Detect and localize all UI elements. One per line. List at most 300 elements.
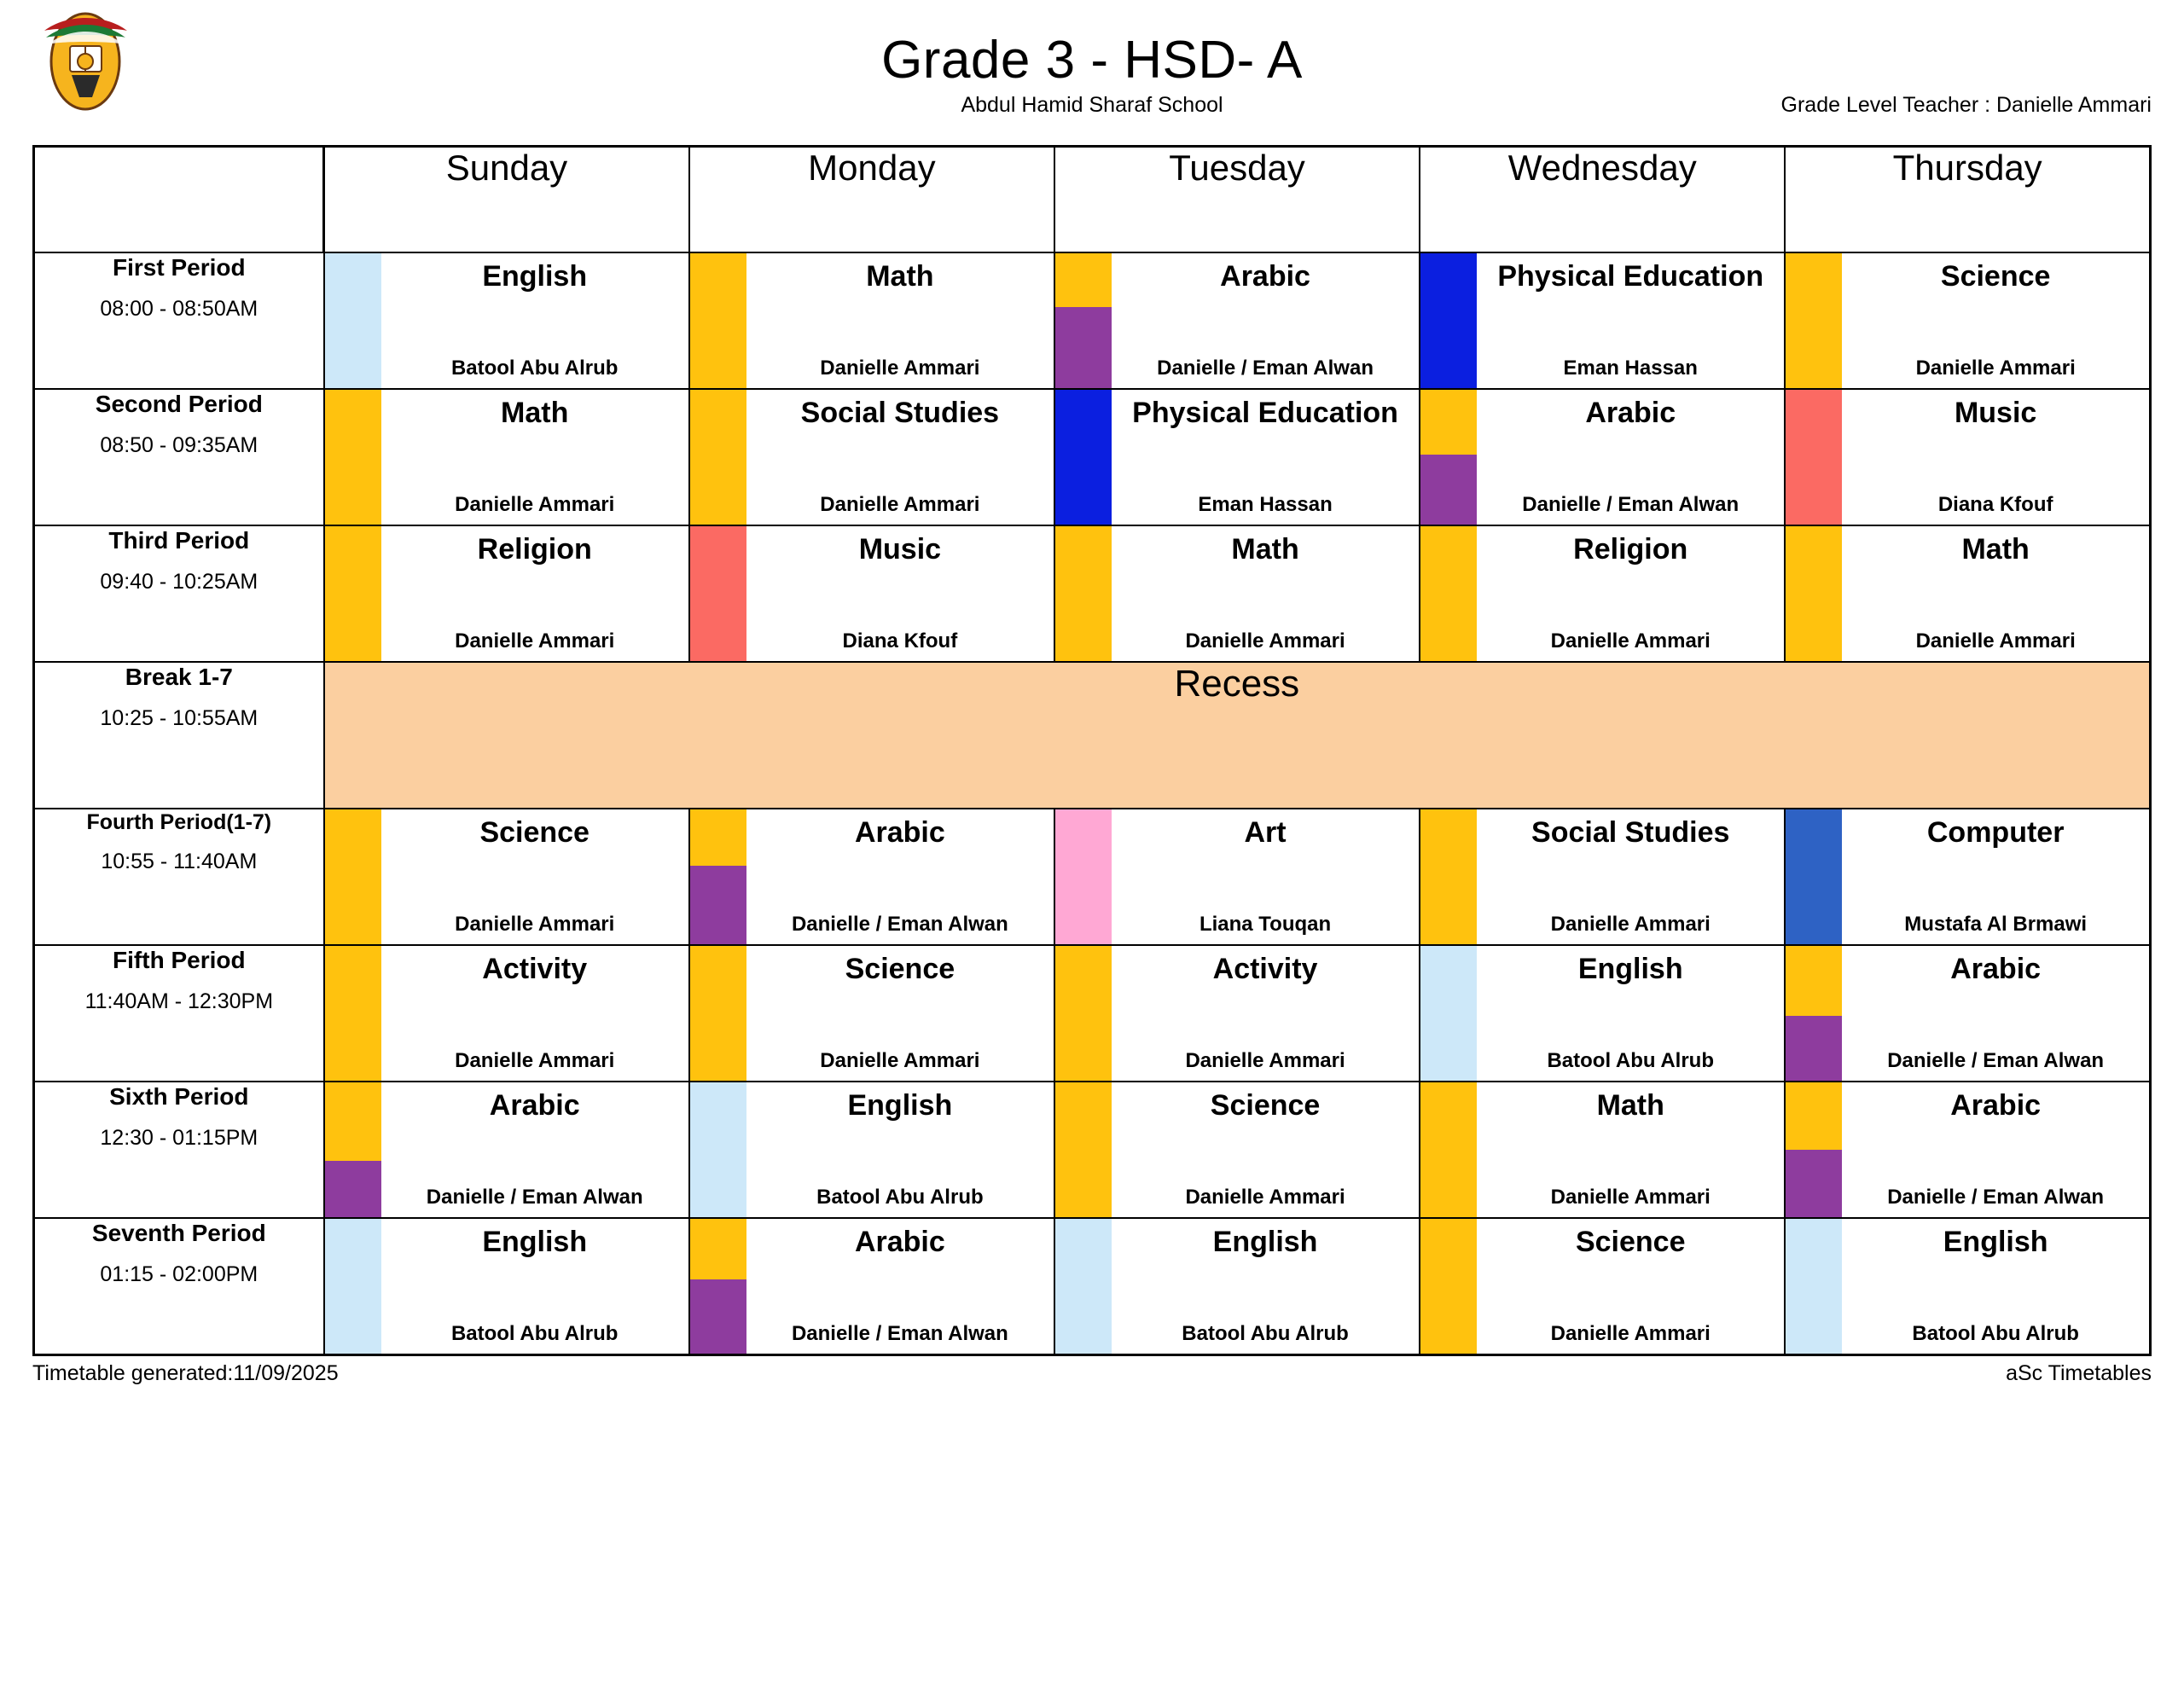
subject-color-stripe bbox=[690, 526, 746, 661]
lesson-body bbox=[1112, 1082, 1419, 1217]
stripe-segment bbox=[1055, 390, 1112, 525]
period-name: Second Period bbox=[95, 391, 263, 417]
lesson-body bbox=[1477, 526, 1784, 661]
lesson-body bbox=[381, 253, 688, 388]
lesson-subject: Arabic bbox=[1585, 397, 1676, 429]
lesson-inner bbox=[325, 526, 688, 661]
lesson-inner bbox=[1786, 809, 2149, 944]
lesson-subject: English bbox=[847, 1089, 953, 1122]
page-title: Grade 3 - HSD- A bbox=[881, 31, 1303, 90]
timetable bbox=[32, 145, 2152, 1356]
lesson-body bbox=[1842, 526, 2149, 661]
subject-color-stripe bbox=[1786, 526, 1842, 661]
stripe-segment bbox=[1786, 1082, 1842, 1150]
lesson-subject: Science bbox=[1940, 260, 2051, 293]
stripe-segment bbox=[325, 809, 381, 944]
subject-color-stripe bbox=[1786, 809, 1842, 944]
lesson-inner bbox=[690, 526, 1054, 661]
period-name: First Period bbox=[113, 254, 246, 281]
lesson-subject: Science bbox=[845, 953, 956, 985]
timetable-row bbox=[34, 525, 2151, 662]
lesson-teacher: Danielle / Eman Alwan bbox=[1157, 356, 1374, 380]
recess-cell: Recess bbox=[324, 662, 2151, 809]
stripe-segment bbox=[1055, 253, 1112, 307]
stripe-segment bbox=[325, 253, 381, 388]
period-time: 12:30 - 01:15PM bbox=[100, 1125, 258, 1150]
lesson-teacher: Diana Kfouf bbox=[1937, 492, 2053, 516]
lesson-cell[interactable] bbox=[1054, 1218, 1420, 1355]
lesson-inner bbox=[1420, 1219, 1784, 1354]
day-header-sunday: Sunday bbox=[324, 147, 689, 253]
lesson-inner bbox=[325, 809, 688, 944]
lesson-cell[interactable] bbox=[689, 525, 1054, 662]
lesson-cell[interactable] bbox=[689, 1218, 1054, 1355]
subject-color-stripe bbox=[1786, 390, 1842, 525]
lesson-inner bbox=[325, 253, 688, 388]
lesson-body bbox=[1112, 390, 1419, 525]
lesson-body bbox=[1112, 1219, 1419, 1354]
lesson-cell[interactable] bbox=[1054, 252, 1420, 389]
lesson-cell[interactable] bbox=[1785, 525, 2150, 662]
stripe-segment bbox=[1786, 253, 1842, 388]
stripe-segment bbox=[1786, 946, 1842, 1016]
lesson-subject: Arabic bbox=[1950, 953, 2042, 985]
subject-color-stripe bbox=[1420, 526, 1477, 661]
lesson-cell[interactable] bbox=[689, 809, 1054, 945]
lesson-teacher: Danielle Ammari bbox=[455, 912, 615, 936]
timetable-row bbox=[34, 662, 2151, 809]
lesson-body bbox=[1477, 1219, 1784, 1354]
stripe-segment bbox=[1420, 946, 1477, 1081]
lesson-cell[interactable] bbox=[324, 1218, 689, 1355]
lesson-subject: Physical Education bbox=[1497, 260, 1764, 293]
lesson-inner bbox=[1055, 1082, 1419, 1217]
lesson-cell[interactable] bbox=[1420, 389, 1785, 525]
lesson-teacher: Eman Hassan bbox=[1563, 356, 1698, 380]
period-name: Seventh Period bbox=[91, 1220, 266, 1246]
lesson-teacher: Diana Kfouf bbox=[842, 629, 958, 652]
subject-color-stripe bbox=[1055, 809, 1112, 944]
lesson-cell[interactable] bbox=[1054, 1082, 1420, 1218]
lesson-cell[interactable] bbox=[1420, 945, 1785, 1082]
period-label-cell bbox=[34, 252, 324, 389]
lesson-cell[interactable] bbox=[1054, 945, 1420, 1082]
lesson-teacher: Danielle Ammari bbox=[1550, 629, 1711, 652]
subject-color-stripe bbox=[1420, 390, 1477, 525]
stripe-segment bbox=[1055, 946, 1112, 1081]
lesson-body bbox=[1842, 809, 2149, 944]
lesson-teacher: Batool Abu Alrub bbox=[450, 356, 619, 380]
lesson-subject: Arabic bbox=[854, 1226, 945, 1258]
lesson-inner bbox=[1420, 526, 1784, 661]
lesson-body bbox=[1477, 809, 1784, 944]
stripe-segment bbox=[1786, 1016, 1842, 1081]
stripe-segment bbox=[325, 526, 381, 661]
lesson-inner bbox=[325, 390, 688, 525]
lesson-subject: Music bbox=[858, 533, 942, 566]
lesson-cell[interactable] bbox=[1420, 252, 1785, 389]
stripe-segment bbox=[1786, 390, 1842, 525]
stripe-segment bbox=[1055, 526, 1112, 661]
lesson-cell[interactable] bbox=[324, 252, 689, 389]
lesson-cell[interactable] bbox=[1785, 1218, 2150, 1355]
timetable-body bbox=[34, 252, 2151, 1355]
lesson-subject: Math bbox=[1961, 533, 2030, 566]
subject-color-stripe bbox=[325, 390, 381, 525]
stripe-segment bbox=[1420, 1219, 1477, 1354]
lesson-cell[interactable] bbox=[1785, 1082, 2150, 1218]
lesson-teacher: Danielle Ammari bbox=[1185, 1185, 1345, 1209]
stripe-segment bbox=[325, 1082, 381, 1161]
stripe-segment bbox=[1055, 1219, 1112, 1354]
lesson-cell[interactable] bbox=[324, 945, 689, 1082]
lesson-cell[interactable] bbox=[689, 1082, 1054, 1218]
lesson-cell[interactable] bbox=[1785, 809, 2150, 945]
period-time: 01:15 - 02:00PM bbox=[100, 1262, 258, 1286]
lesson-body bbox=[746, 1219, 1054, 1354]
subject-color-stripe bbox=[325, 1219, 381, 1354]
day-header-tuesday: Tuesday bbox=[1054, 147, 1420, 253]
period-label-cell bbox=[34, 809, 324, 945]
timetable-header-row bbox=[34, 147, 2151, 253]
lesson-teacher: Danielle / Eman Alwan bbox=[1522, 492, 1740, 516]
lesson-cell[interactable] bbox=[1785, 252, 2150, 389]
stripe-segment bbox=[325, 1219, 381, 1354]
lesson-subject: Math bbox=[501, 397, 569, 429]
subject-color-stripe bbox=[1420, 253, 1477, 388]
lesson-inner bbox=[1420, 946, 1784, 1081]
lesson-inner bbox=[1786, 1082, 2149, 1217]
lesson-body bbox=[1112, 253, 1419, 388]
lesson-body bbox=[1477, 1082, 1784, 1217]
lesson-subject: Math bbox=[866, 260, 934, 293]
stripe-segment bbox=[1055, 1082, 1112, 1217]
subject-color-stripe bbox=[1786, 946, 1842, 1081]
lesson-teacher: Danielle Ammari bbox=[1915, 629, 2076, 652]
lesson-teacher: Batool Abu Alrub bbox=[450, 1321, 619, 1345]
lesson-body bbox=[381, 390, 688, 525]
lesson-subject: Music bbox=[1954, 397, 2037, 429]
subject-color-stripe bbox=[1786, 1082, 1842, 1217]
lesson-body bbox=[1112, 526, 1419, 661]
stripe-segment bbox=[325, 1161, 381, 1217]
subject-color-stripe bbox=[325, 253, 381, 388]
subject-color-stripe bbox=[1420, 1082, 1477, 1217]
stripe-segment bbox=[690, 809, 746, 866]
period-time: 08:00 - 08:50AM bbox=[100, 296, 258, 321]
lesson-body bbox=[746, 526, 1054, 661]
stripe-segment bbox=[1420, 390, 1477, 455]
subject-color-stripe bbox=[1786, 1219, 1842, 1354]
stripe-segment bbox=[1420, 526, 1477, 661]
lesson-body bbox=[1477, 253, 1784, 388]
day-header-monday: Monday bbox=[689, 147, 1054, 253]
stripe-segment bbox=[690, 1082, 746, 1217]
lesson-subject: Arabic bbox=[1220, 260, 1310, 293]
lesson-teacher: Danielle / Eman Alwan bbox=[791, 912, 1008, 936]
subject-color-stripe bbox=[690, 253, 746, 388]
timetable-row bbox=[34, 389, 2151, 525]
lesson-cell[interactable] bbox=[1420, 1082, 1785, 1218]
subject-color-stripe bbox=[325, 946, 381, 1081]
lesson-subject: Activity bbox=[1212, 953, 1318, 985]
lesson-subject: Math bbox=[1596, 1089, 1664, 1122]
lesson-body bbox=[1477, 390, 1784, 525]
lesson-teacher: Danielle Ammari bbox=[455, 629, 615, 652]
lesson-body bbox=[746, 946, 1054, 1081]
lesson-inner bbox=[1786, 253, 2149, 388]
subject-color-stripe bbox=[690, 1082, 746, 1217]
lesson-cell[interactable] bbox=[1420, 1218, 1785, 1355]
lesson-teacher: Danielle Ammari bbox=[1550, 1185, 1711, 1209]
lesson-teacher: Danielle / Eman Alwan bbox=[1887, 1185, 2105, 1209]
lesson-subject: Math bbox=[1231, 533, 1299, 566]
lesson-teacher: Batool Abu Alrub bbox=[816, 1185, 984, 1209]
lesson-subject: Science bbox=[479, 816, 590, 849]
lesson-body bbox=[381, 1219, 688, 1354]
product-name: aSc Timetables bbox=[2006, 1361, 2152, 1385]
lesson-teacher: Batool Abu Alrub bbox=[1182, 1321, 1349, 1345]
lesson-body bbox=[746, 1082, 1054, 1217]
lesson-inner bbox=[1055, 390, 1419, 525]
lesson-body bbox=[381, 809, 688, 944]
subject-color-stripe bbox=[1786, 253, 1842, 388]
lesson-subject: English bbox=[1577, 953, 1683, 985]
stripe-segment bbox=[690, 866, 746, 944]
subject-color-stripe bbox=[690, 390, 746, 525]
subject-color-stripe bbox=[1055, 526, 1112, 661]
lesson-subject: Arabic bbox=[489, 1089, 580, 1122]
lesson-inner bbox=[1055, 253, 1419, 388]
timetable-row bbox=[34, 1218, 2151, 1355]
lesson-cell[interactable] bbox=[324, 525, 689, 662]
lesson-subject: Art bbox=[1244, 816, 1287, 849]
lesson-teacher: Danielle Ammari bbox=[820, 356, 980, 380]
lesson-cell[interactable] bbox=[1054, 809, 1420, 945]
lesson-body bbox=[1842, 253, 2149, 388]
lesson-teacher: Mustafa Al Brmawi bbox=[1904, 912, 2088, 936]
lesson-inner bbox=[690, 1219, 1054, 1354]
subject-color-stripe bbox=[690, 809, 746, 944]
stripe-segment bbox=[1055, 809, 1112, 944]
lesson-body bbox=[1112, 946, 1419, 1081]
lesson-teacher: Danielle / Eman Alwan bbox=[1887, 1048, 2105, 1072]
lesson-cell[interactable] bbox=[1054, 389, 1420, 525]
day-header-wednesday: Wednesday bbox=[1420, 147, 1785, 253]
period-time: 08:50 - 09:35AM bbox=[100, 432, 258, 457]
lesson-cell[interactable] bbox=[1054, 525, 1420, 662]
stripe-segment bbox=[690, 946, 746, 1081]
stripe-segment bbox=[325, 946, 381, 1081]
grade-level-teacher: Grade Level Teacher : Danielle Ammari bbox=[1780, 93, 2152, 118]
period-label-cell bbox=[34, 525, 324, 662]
period-name: Break 1-7 bbox=[125, 664, 233, 690]
timetable-row bbox=[34, 1082, 2151, 1218]
lesson-inner bbox=[690, 1082, 1054, 1217]
period-label-cell bbox=[34, 662, 324, 809]
stripe-segment bbox=[1786, 1219, 1842, 1354]
lesson-teacher: Danielle Ammari bbox=[1915, 356, 2076, 380]
period-label-cell bbox=[34, 389, 324, 525]
lesson-body bbox=[1477, 946, 1784, 1081]
subheader bbox=[32, 93, 2152, 127]
lesson-inner bbox=[1055, 946, 1419, 1081]
lesson-teacher: Danielle Ammari bbox=[1550, 1321, 1711, 1345]
lesson-subject: English bbox=[1212, 1226, 1318, 1258]
lesson-subject: English bbox=[482, 1226, 588, 1258]
lesson-body bbox=[381, 946, 688, 1081]
stripe-segment bbox=[325, 390, 381, 525]
stripe-segment bbox=[690, 526, 746, 661]
lesson-subject: Computer bbox=[1926, 816, 2065, 849]
subject-color-stripe bbox=[1420, 809, 1477, 944]
lesson-cell[interactable] bbox=[1785, 389, 2150, 525]
lesson-inner bbox=[325, 1082, 688, 1217]
subject-color-stripe bbox=[1420, 1219, 1477, 1354]
lesson-cell[interactable] bbox=[689, 252, 1054, 389]
period-name: Third Period bbox=[108, 527, 250, 554]
lesson-inner bbox=[325, 1219, 688, 1354]
subject-color-stripe bbox=[325, 809, 381, 944]
lesson-body bbox=[1842, 390, 2149, 525]
lesson-inner bbox=[1055, 809, 1419, 944]
lesson-inner bbox=[1786, 1219, 2149, 1354]
lesson-cell[interactable] bbox=[689, 389, 1054, 525]
lesson-body bbox=[1842, 946, 2149, 1081]
lesson-subject: Arabic bbox=[854, 816, 945, 849]
lesson-inner bbox=[690, 253, 1054, 388]
lesson-inner bbox=[1420, 253, 1784, 388]
lesson-inner bbox=[1420, 390, 1784, 525]
page-footer bbox=[32, 1361, 2152, 1395]
lesson-cell[interactable] bbox=[324, 389, 689, 525]
lesson-inner bbox=[690, 390, 1054, 525]
period-name: Fifth Period bbox=[113, 947, 246, 973]
period-time: 11:40AM - 12:30PM bbox=[84, 989, 274, 1013]
lesson-inner bbox=[690, 946, 1054, 1081]
lesson-body bbox=[1842, 1082, 2149, 1217]
lesson-inner bbox=[1055, 1219, 1419, 1354]
lesson-body bbox=[1112, 809, 1419, 944]
lesson-teacher: Danielle / Eman Alwan bbox=[791, 1321, 1008, 1345]
lesson-subject: Religion bbox=[1573, 533, 1688, 566]
page-header bbox=[32, 0, 2152, 145]
stripe-segment bbox=[1420, 253, 1477, 388]
lesson-cell[interactable] bbox=[324, 809, 689, 945]
stripe-segment bbox=[1786, 809, 1842, 944]
lesson-teacher: Danielle Ammari bbox=[1550, 912, 1711, 936]
lesson-inner bbox=[1055, 526, 1419, 661]
lesson-body bbox=[746, 253, 1054, 388]
lesson-inner bbox=[690, 809, 1054, 944]
subject-color-stripe bbox=[1420, 946, 1477, 1081]
subject-color-stripe bbox=[325, 526, 381, 661]
generated-date: Timetable generated:11/09/2025 bbox=[32, 1361, 339, 1385]
stripe-segment bbox=[690, 1219, 746, 1279]
lesson-cell[interactable] bbox=[1785, 945, 2150, 1082]
lesson-subject: Arabic bbox=[1950, 1089, 2042, 1122]
school-name: Abdul Hamid Sharaf School bbox=[961, 93, 1223, 118]
subject-color-stripe bbox=[1055, 1219, 1112, 1354]
stripe-segment bbox=[1420, 809, 1477, 944]
subject-color-stripe bbox=[1055, 946, 1112, 1081]
lesson-teacher: Batool Abu Alrub bbox=[1912, 1321, 2079, 1345]
subject-color-stripe bbox=[325, 1082, 381, 1217]
lesson-cell[interactable] bbox=[1420, 809, 1785, 945]
lesson-cell[interactable] bbox=[1420, 525, 1785, 662]
lesson-subject: English bbox=[1943, 1226, 2048, 1258]
lesson-teacher: Danielle Ammari bbox=[1185, 1048, 1345, 1072]
lesson-teacher: Danielle Ammari bbox=[820, 1048, 980, 1072]
stripe-segment bbox=[1420, 1082, 1477, 1217]
lesson-body bbox=[746, 390, 1054, 525]
period-time: 09:40 - 10:25AM bbox=[100, 569, 258, 594]
subject-color-stripe bbox=[1055, 253, 1112, 388]
lesson-body bbox=[381, 526, 688, 661]
lesson-cell[interactable] bbox=[689, 945, 1054, 1082]
lesson-cell[interactable] bbox=[324, 1082, 689, 1218]
timetable-row bbox=[34, 252, 2151, 389]
lesson-subject: Social Studies bbox=[800, 397, 1000, 429]
lesson-inner bbox=[325, 946, 688, 1081]
lesson-inner bbox=[1420, 1082, 1784, 1217]
timetable-row bbox=[34, 809, 2151, 945]
lesson-inner bbox=[1786, 526, 2149, 661]
subject-color-stripe bbox=[1055, 1082, 1112, 1217]
lesson-inner bbox=[1420, 809, 1784, 944]
stripe-segment bbox=[1786, 1150, 1842, 1217]
period-time: 10:55 - 11:40AM bbox=[101, 850, 258, 873]
stripe-segment bbox=[1420, 455, 1477, 525]
stripe-segment bbox=[690, 390, 746, 525]
lesson-teacher: Eman Hassan bbox=[1198, 492, 1333, 516]
lesson-teacher: Danielle / Eman Alwan bbox=[426, 1185, 643, 1209]
lesson-subject: Activity bbox=[482, 953, 588, 985]
lesson-subject: Physical Education bbox=[1132, 397, 1398, 429]
lesson-subject: Science bbox=[1210, 1089, 1321, 1122]
lesson-subject: Science bbox=[1575, 1226, 1686, 1258]
stripe-segment bbox=[690, 253, 746, 388]
period-label-cell bbox=[34, 1082, 324, 1218]
lesson-inner bbox=[1786, 390, 2149, 525]
lesson-inner bbox=[1786, 946, 2149, 1081]
lesson-teacher: Danielle Ammari bbox=[820, 492, 980, 516]
subject-color-stripe bbox=[690, 1219, 746, 1354]
lesson-teacher: Batool Abu Alrub bbox=[1547, 1048, 1714, 1072]
stripe-segment bbox=[1055, 307, 1112, 388]
period-label-cell bbox=[34, 1218, 324, 1355]
timetable-row bbox=[34, 945, 2151, 1082]
lesson-subject: Social Studies bbox=[1531, 816, 1730, 849]
period-name: Sixth Period bbox=[109, 1083, 249, 1110]
lesson-subject: Religion bbox=[477, 533, 592, 566]
lesson-teacher: Danielle Ammari bbox=[455, 492, 615, 516]
lesson-body bbox=[1842, 1219, 2149, 1354]
period-name: Fourth Period(1-7) bbox=[86, 810, 272, 834]
lesson-teacher: Danielle Ammari bbox=[455, 1048, 615, 1072]
lesson-body bbox=[381, 1082, 688, 1217]
lesson-teacher: Liana Touqan bbox=[1199, 912, 1332, 936]
lesson-teacher: Danielle Ammari bbox=[1185, 629, 1345, 652]
day-header-thursday: Thursday bbox=[1785, 147, 2150, 253]
period-label-cell bbox=[34, 945, 324, 1082]
corner-cell bbox=[34, 147, 324, 253]
lesson-body bbox=[746, 809, 1054, 944]
subject-color-stripe bbox=[690, 946, 746, 1081]
subject-color-stripe bbox=[1055, 390, 1112, 525]
stripe-segment bbox=[1786, 526, 1842, 661]
lesson-subject: English bbox=[482, 260, 588, 293]
